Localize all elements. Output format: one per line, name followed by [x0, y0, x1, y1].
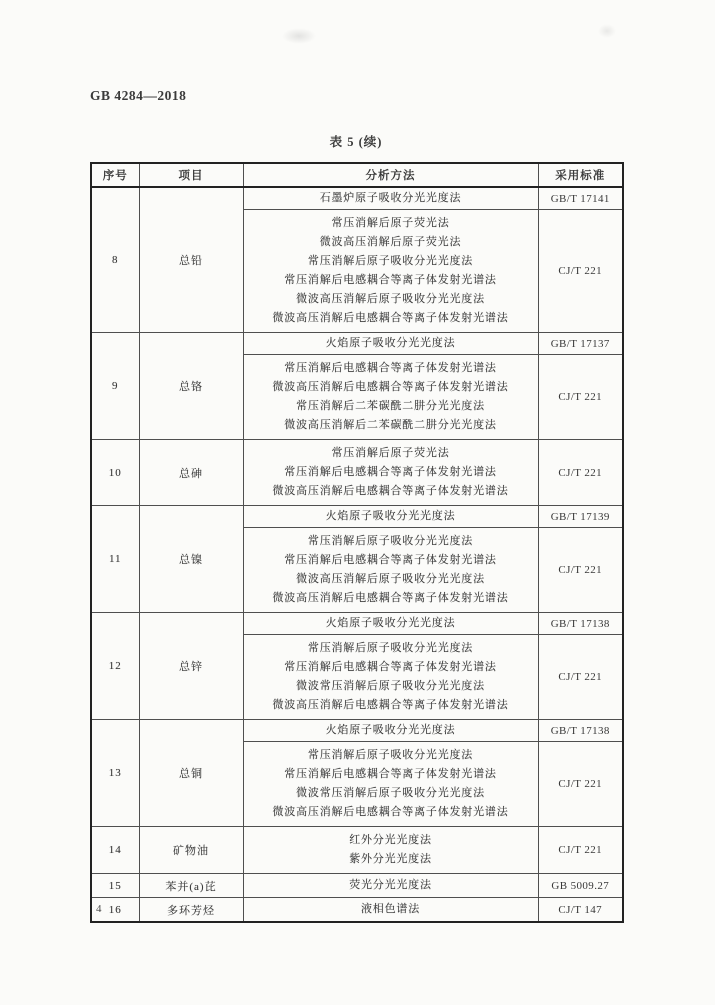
method-line: 微波高压消解后电感耦合等离子体发射光谱法	[272, 592, 509, 604]
scan-artifact	[282, 28, 316, 44]
method-line: 常压消解后电感耦合等离子体发射光谱法	[284, 362, 497, 374]
method-line: 常压消解后电感耦合等离子体发射光谱法	[284, 466, 497, 478]
method-line: 石墨炉原子吸收分光光度法	[319, 192, 462, 204]
method-line: 火焰原子吸收分光光度法	[325, 510, 456, 522]
row-number-cell: 13	[91, 720, 139, 827]
analysis-method-cell	[243, 210, 538, 333]
analysis-method-cell	[243, 898, 538, 923]
adopted-standard-cell: CJ/T 221	[538, 742, 623, 827]
row-number-cell: 16	[91, 898, 139, 923]
method-line: 微波高压消解后二苯碳酰二肼分光光度法	[284, 419, 497, 431]
method-line: 火焰原子吸收分光光度法	[325, 337, 456, 349]
method-line: 常压消解后电感耦合等离子体发射光谱法	[284, 554, 497, 566]
analysis-method-cell	[243, 440, 538, 506]
column-header-1: 序号	[91, 163, 139, 187]
table-row	[91, 613, 623, 635]
method-line: 常压消解后原子吸收分光光度法	[307, 255, 474, 267]
method-line: 常压消解后电感耦合等离子体发射光谱法	[284, 661, 497, 673]
row-number-cell: 11	[91, 506, 139, 613]
item-cell: 总铅	[139, 187, 243, 333]
row-number-cell: 8	[91, 187, 139, 333]
column-header-3: 分析方法	[243, 163, 538, 187]
row-number-cell: 14	[91, 827, 139, 874]
analysis-method-cell	[243, 528, 538, 613]
adopted-standard-cell: GB/T 17137	[538, 333, 623, 355]
adopted-standard-cell: GB/T 17138	[538, 613, 623, 635]
column-header-4: 采用标准	[538, 163, 623, 187]
method-line: 微波高压消解后原子荧光法	[319, 236, 462, 248]
method-line: 液相色谱法	[361, 903, 420, 915]
item-cell: 矿物油	[139, 827, 243, 874]
method-line: 红外分光光度法	[349, 834, 432, 846]
method-line: 微波高压消解后原子吸收分光光度法	[296, 573, 485, 585]
column-header-2: 项目	[139, 163, 243, 187]
analysis-methods-table	[90, 162, 624, 923]
item-cell: 总铬	[139, 333, 243, 440]
analysis-method-cell	[243, 613, 538, 635]
row-number-cell: 15	[91, 874, 139, 898]
table-row	[91, 898, 623, 923]
method-line: 常压消解后原子荧光法	[331, 217, 450, 229]
method-line: 微波高压消解后原子吸收分光光度法	[296, 293, 485, 305]
item-cell: 总锌	[139, 613, 243, 720]
analysis-method-cell	[243, 827, 538, 874]
adopted-standard-cell: CJ/T 221	[538, 440, 623, 506]
table-caption: 表 5 (续)	[329, 135, 383, 149]
method-line: 微波高压消解后电感耦合等离子体发射光谱法	[272, 381, 509, 393]
row-number-cell: 10	[91, 440, 139, 506]
table-row	[91, 506, 623, 528]
adopted-standard-cell: CJ/T 221	[538, 635, 623, 720]
row-number-cell: 12	[91, 613, 139, 720]
table-row	[91, 440, 623, 506]
method-line: 常压消解后原子吸收分光光度法	[307, 642, 474, 654]
analysis-method-cell	[243, 635, 538, 720]
table-row	[91, 720, 623, 742]
row-number-cell: 9	[91, 333, 139, 440]
table-row	[91, 827, 623, 874]
adopted-standard-cell: GB/T 17138	[538, 720, 623, 742]
analysis-method-cell	[243, 187, 538, 210]
method-line: 常压消解后原子吸收分光光度法	[307, 535, 474, 547]
method-line: 常压消解后二苯碳酰二肼分光光度法	[296, 400, 485, 412]
method-line: 紫外分光光度法	[349, 853, 432, 865]
method-line: 常压消解后原子吸收分光光度法	[307, 749, 474, 761]
table-row	[91, 187, 623, 210]
adopted-standard-cell: CJ/T 221	[538, 827, 623, 874]
item-cell: 苯并(a)芘	[139, 874, 243, 898]
method-line: 火焰原子吸收分光光度法	[325, 724, 456, 736]
item-cell: 总镍	[139, 506, 243, 613]
method-line: 常压消解后电感耦合等离子体发射光谱法	[284, 768, 497, 780]
analysis-method-cell	[243, 742, 538, 827]
adopted-standard-cell: CJ/T 221	[538, 355, 623, 440]
method-line: 常压消解后原子荧光法	[331, 447, 450, 459]
item-cell: 总砷	[139, 440, 243, 506]
adopted-standard-cell: GB/T 17141	[538, 187, 623, 210]
method-line: 微波高压消解后电感耦合等离子体发射光谱法	[272, 312, 509, 324]
standard-code: GB 4284—2018	[90, 88, 187, 103]
item-cell: 总铜	[139, 720, 243, 827]
item-cell: 多环芳烃	[139, 898, 243, 923]
table-row	[91, 333, 623, 355]
analysis-method-cell	[243, 506, 538, 528]
adopted-standard-cell: GB 5009.27	[538, 874, 623, 898]
analysis-method-cell	[243, 874, 538, 898]
method-line: 微波高压消解后电感耦合等离子体发射光谱法	[272, 699, 509, 711]
adopted-standard-cell: CJ/T 147	[538, 898, 623, 923]
scan-artifact	[598, 24, 616, 38]
table-row	[91, 874, 623, 898]
adopted-standard-cell: CJ/T 221	[538, 528, 623, 613]
method-line: 火焰原子吸收分光光度法	[325, 617, 456, 629]
method-line: 微波高压消解后电感耦合等离子体发射光谱法	[272, 806, 509, 818]
method-line: 荧光分光光度法	[349, 879, 432, 891]
analysis-method-cell	[243, 333, 538, 355]
analysis-method-cell	[243, 720, 538, 742]
method-line: 微波常压消解后原子吸收分光光度法	[296, 680, 485, 692]
analysis-method-cell	[243, 355, 538, 440]
page-number: 4	[96, 903, 102, 915]
table-header	[91, 163, 623, 187]
adopted-standard-cell: CJ/T 221	[538, 210, 623, 333]
method-line: 常压消解后电感耦合等离子体发射光谱法	[284, 274, 497, 286]
method-line: 微波高压消解后电感耦合等离子体发射光谱法	[272, 485, 509, 497]
method-line: 微波常压消解后原子吸收分光光度法	[296, 787, 485, 799]
adopted-standard-cell: GB/T 17139	[538, 506, 623, 528]
